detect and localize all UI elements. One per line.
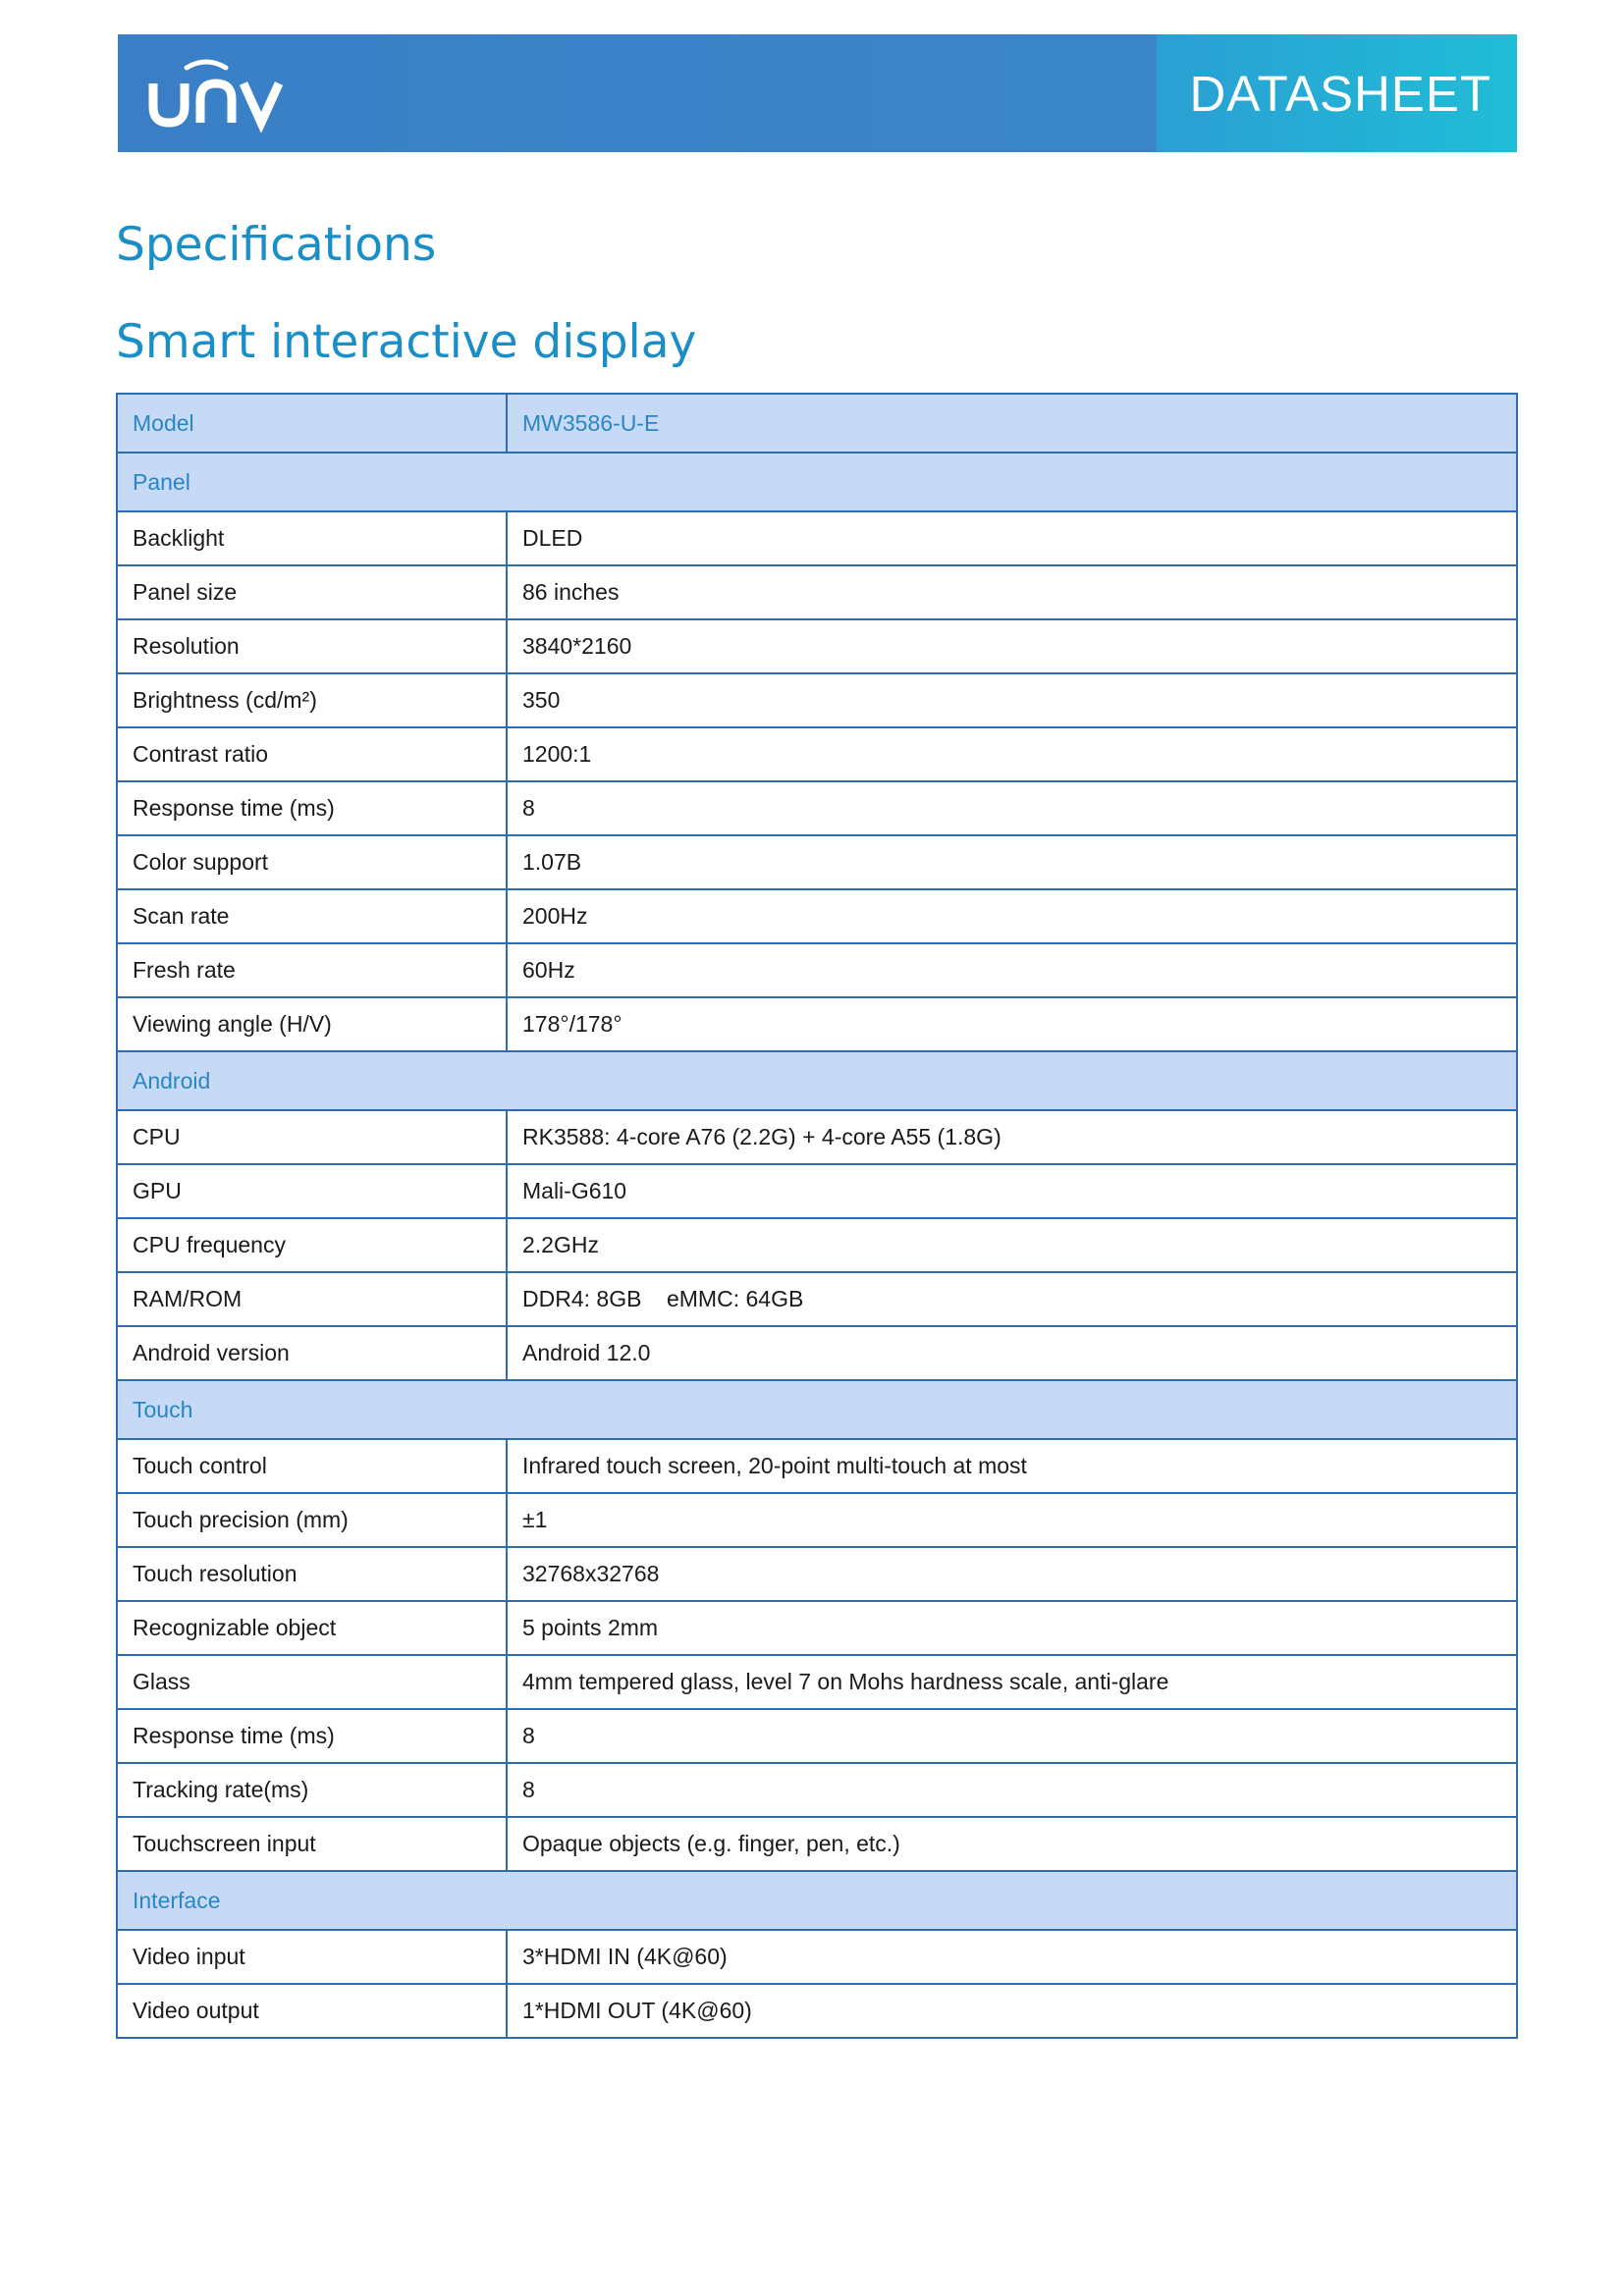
spec-value: DDR4: 8GB eMMC: 64GB <box>507 1272 1517 1326</box>
spec-value: 1.07B <box>507 835 1517 889</box>
section-row-touch <box>117 1380 1517 1439</box>
spec-value: 4mm tempered glass, level 7 on Mohs hardness scale, anti-glare <box>507 1655 1517 1709</box>
header-banner <box>118 34 1517 152</box>
table-row <box>117 1493 1517 1547</box>
spec-value: 350 <box>507 673 1517 727</box>
spec-key: RAM/ROM <box>117 1272 507 1326</box>
table-row <box>117 1164 1517 1218</box>
table-row <box>117 1655 1517 1709</box>
spec-value: RK3588: 4-core A76 (2.2G) + 4-core A55 (1.8G) <box>507 1110 1517 1164</box>
spec-value: 32768x32768 <box>507 1547 1517 1601</box>
spec-key: Touch control <box>117 1439 507 1493</box>
table-row <box>117 1817 1517 1871</box>
spec-value: 8 <box>507 781 1517 835</box>
section-title: Touch <box>117 1380 1517 1439</box>
spec-key: CPU frequency <box>117 1218 507 1272</box>
spec-value: Android 12.0 <box>507 1326 1517 1380</box>
spec-value: 86 inches <box>507 565 1517 619</box>
section-row-interface <box>117 1871 1517 1930</box>
table-row <box>117 889 1517 943</box>
spec-value: 2.2GHz <box>507 1218 1517 1272</box>
spec-value: Infrared touch screen, 20-point multi-touch at most <box>507 1439 1517 1493</box>
spec-key: Touch precision (mm) <box>117 1493 507 1547</box>
spec-key: Response time (ms) <box>117 781 507 835</box>
spec-key: Response time (ms) <box>117 1709 507 1763</box>
spec-key: Viewing angle (H/V) <box>117 997 507 1051</box>
table-row <box>117 943 1517 997</box>
spec-key: Glass <box>117 1655 507 1709</box>
table-row <box>117 1439 1517 1493</box>
table-row <box>117 1326 1517 1380</box>
table-row <box>117 619 1517 673</box>
page-subtitle: Smart interactive display <box>116 315 697 369</box>
spec-value: 3*HDMI IN (4K@60) <box>507 1930 1517 1984</box>
spec-key: Recognizable object <box>117 1601 507 1655</box>
spec-key: Resolution <box>117 619 507 673</box>
spec-value: 60Hz <box>507 943 1517 997</box>
spec-value: Opaque objects (e.g. finger, pen, etc.) <box>507 1817 1517 1871</box>
spec-value: 8 <box>507 1709 1517 1763</box>
section-row-android <box>117 1051 1517 1110</box>
spec-value: 5 points 2mm <box>507 1601 1517 1655</box>
spec-table <box>116 393 1518 2039</box>
spec-key: Video output <box>117 1984 507 2038</box>
spec-key: Brightness (cd/m²) <box>117 673 507 727</box>
spec-value: 200Hz <box>507 889 1517 943</box>
table-row <box>117 565 1517 619</box>
model-label: Model <box>117 394 507 453</box>
spec-value: 1*HDMI OUT (4K@60) <box>507 1984 1517 2038</box>
spec-value: Mali-G610 <box>507 1164 1517 1218</box>
section-title: Panel <box>117 453 1517 511</box>
table-row <box>117 1601 1517 1655</box>
spec-key: GPU <box>117 1164 507 1218</box>
spec-key: Backlight <box>117 511 507 565</box>
spec-key: Video input <box>117 1930 507 1984</box>
table-row <box>117 1930 1517 1984</box>
spec-key: Fresh rate <box>117 943 507 997</box>
table-row <box>117 1272 1517 1326</box>
spec-value: 8 <box>507 1763 1517 1817</box>
table-row <box>117 835 1517 889</box>
table-row <box>117 727 1517 781</box>
spec-key: Android version <box>117 1326 507 1380</box>
table-row <box>117 997 1517 1051</box>
spec-key: Color support <box>117 835 507 889</box>
unv-logo-icon <box>145 54 293 133</box>
datasheet-label: DATASHEET <box>1157 34 1517 152</box>
table-row <box>117 673 1517 727</box>
spec-key: Touchscreen input <box>117 1817 507 1871</box>
model-row <box>117 394 1517 453</box>
table-row <box>117 781 1517 835</box>
table-row <box>117 1110 1517 1164</box>
brand-logo <box>145 44 293 142</box>
section-row-panel <box>117 453 1517 511</box>
table-row <box>117 1763 1517 1817</box>
spec-value: 178°/178° <box>507 997 1517 1051</box>
section-title: Interface <box>117 1871 1517 1930</box>
model-value: MW3586-U-E <box>507 394 1517 453</box>
section-title: Android <box>117 1051 1517 1110</box>
table-row <box>117 1547 1517 1601</box>
table-row <box>117 1218 1517 1272</box>
spec-value: 3840*2160 <box>507 619 1517 673</box>
spec-key: Panel size <box>117 565 507 619</box>
table-row <box>117 1984 1517 2038</box>
spec-key: Contrast ratio <box>117 727 507 781</box>
spec-value: ±1 <box>507 1493 1517 1547</box>
spec-value: DLED <box>507 511 1517 565</box>
spec-key: CPU <box>117 1110 507 1164</box>
spec-key: Touch resolution <box>117 1547 507 1601</box>
spec-key: Tracking rate(ms) <box>117 1763 507 1817</box>
table-row <box>117 511 1517 565</box>
spec-value: 1200:1 <box>507 727 1517 781</box>
page-title: Specifications <box>116 218 437 272</box>
table-row <box>117 1709 1517 1763</box>
spec-key: Scan rate <box>117 889 507 943</box>
